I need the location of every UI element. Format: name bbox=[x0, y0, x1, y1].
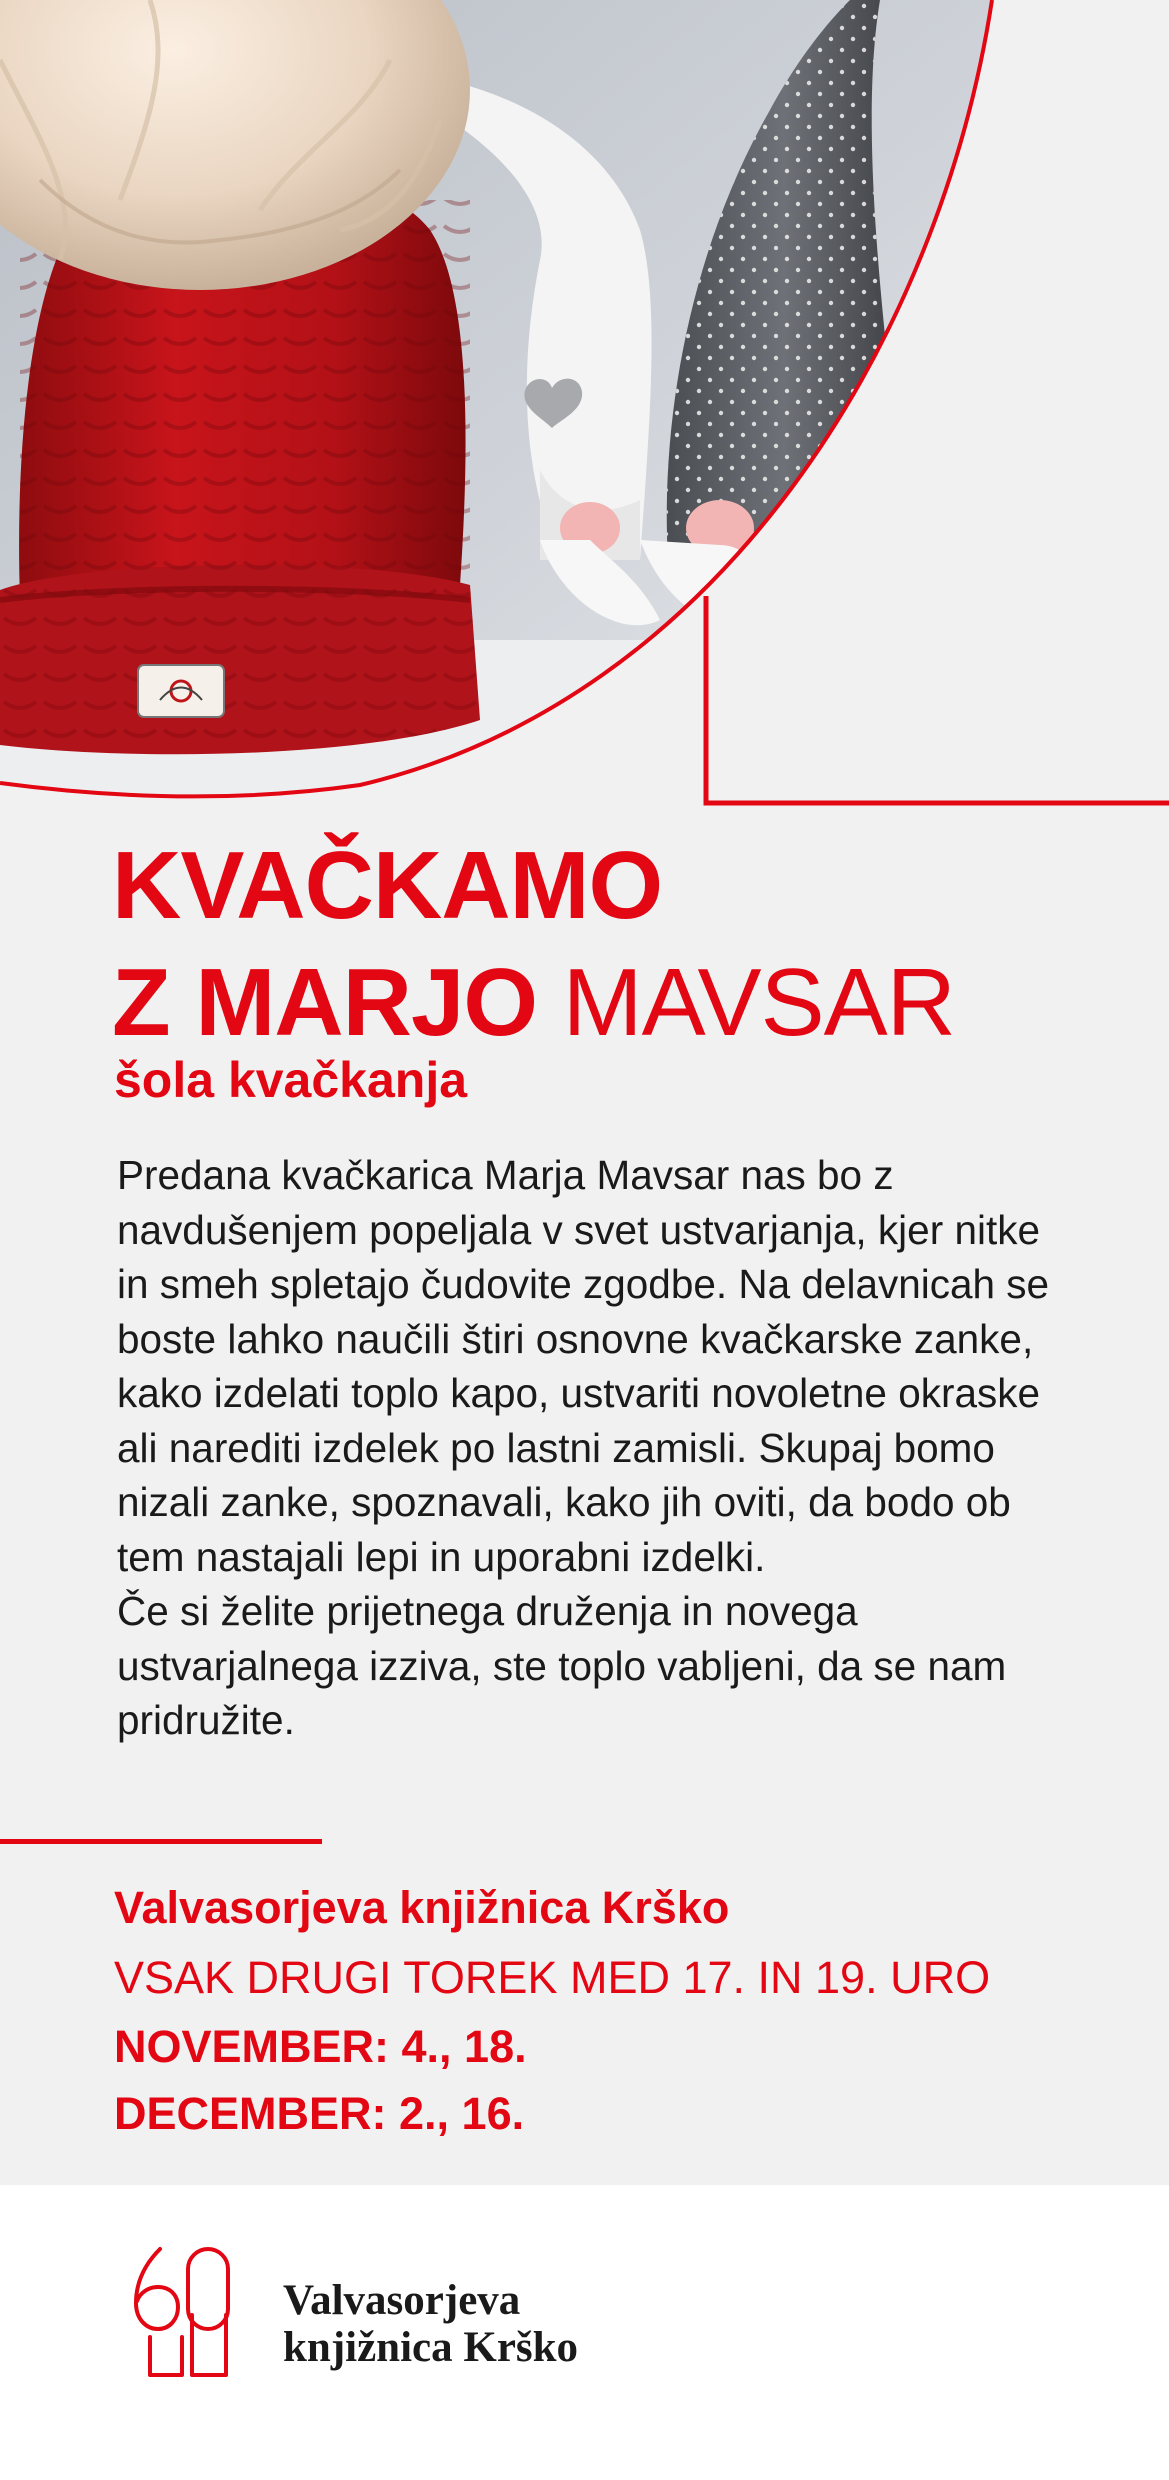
event-schedule: VSAK DRUGI TOREK MED 17. IN 19. URO bbox=[114, 1952, 991, 2003]
title-bold-part: Z MARJO bbox=[112, 949, 537, 1056]
description-paragraph: Če si želite prijetnega druženja in novega ustvarjalnega izziva, ste toplo vabljeni, da se nam pridružite. bbox=[117, 1588, 1007, 1743]
event-dates-december: DECEMBER: 2., 16. bbox=[114, 2088, 525, 2139]
description-paragraph: Predana kvačkarica Marja Mavsar nas bo z navdušenjem popeljala v svet ustvarjanja, kjer nitke in smeh spletajo čudovite zgodbe. Na delavnicah se boste lahko naučili štiri osnovne kvačkarske zanke, kako izdelati toplo kapo, ustvariti novoletne okraske ali narediti izdelek po lastni zamisli. Skupaj bomo nizali zanke, spoznavali, kako jih oviti, da bodo ob tem nastajali lepi in uporabni izdelki. bbox=[117, 1152, 1050, 1580]
library-logo-icon bbox=[130, 2245, 245, 2380]
subtitle: šola kvačkanja bbox=[114, 1052, 468, 1108]
event-dates-november: NOVEMBER: 4., 18. bbox=[114, 2021, 527, 2072]
page-title-line1: KVAČKAMO bbox=[112, 832, 663, 939]
page-title-line2 bbox=[112, 949, 955, 1056]
logo-line1: Valvasorjeva bbox=[283, 2277, 521, 2324]
section-divider bbox=[0, 1839, 322, 1844]
event-description bbox=[117, 1148, 1077, 1748]
title-light-part: MAVSAR bbox=[562, 949, 955, 1056]
logo-line2: knjižnica Krško bbox=[283, 2324, 579, 2371]
library-logo-text bbox=[283, 2277, 578, 2371]
event-location: Valvasorjeva knjižnica Krško bbox=[114, 1882, 730, 1933]
hero-photo bbox=[0, 0, 1169, 820]
